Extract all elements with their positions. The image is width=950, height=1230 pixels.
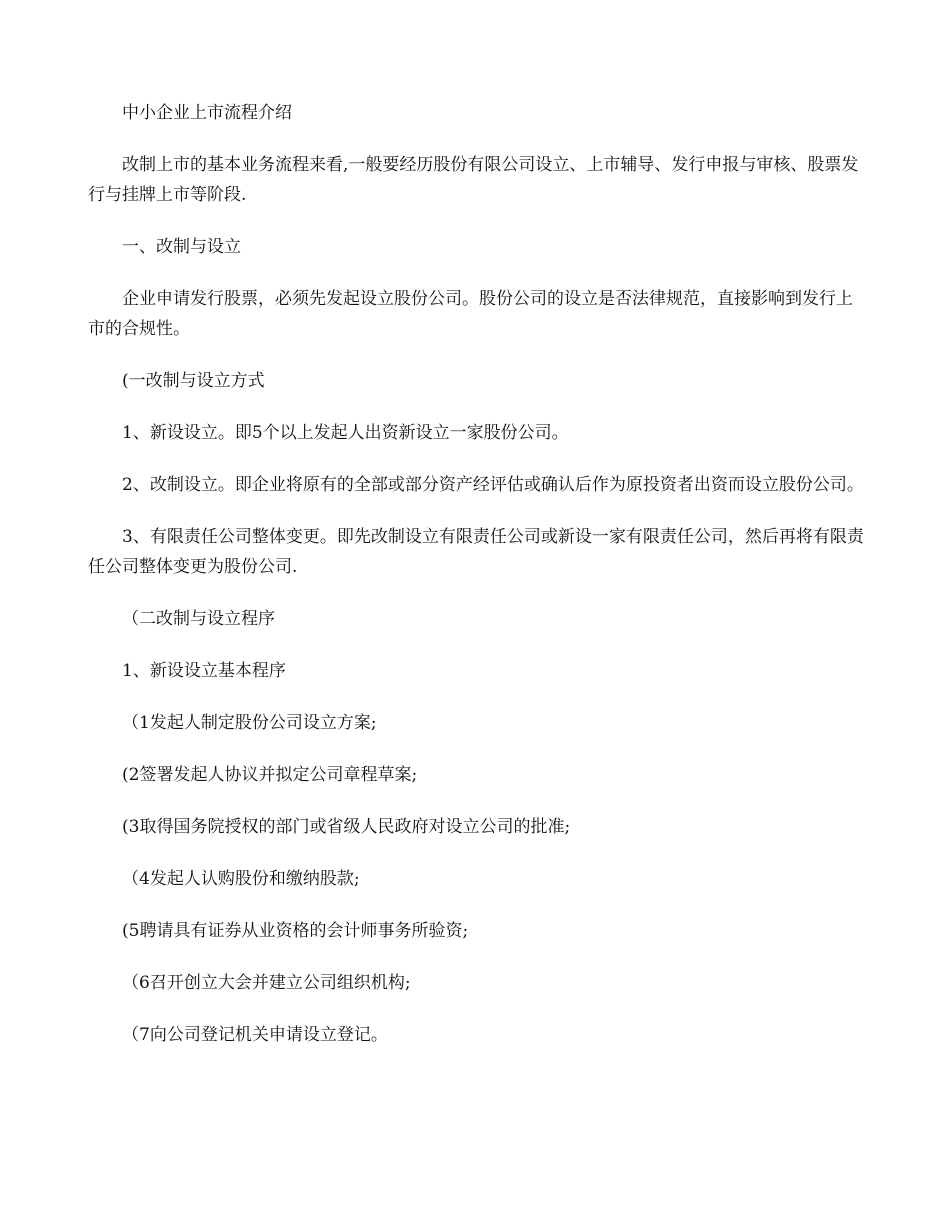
procedure-step-2: (2签署发起人协议并拟定公司章程草案; xyxy=(122,765,418,785)
document-title: 中小企业上市流程介绍 xyxy=(122,103,292,123)
procedure-step-7: （7向公司登记机关申请设立登记。 xyxy=(122,1025,388,1045)
procedure-step-1: （1发起人制定股份公司设立方案; xyxy=(122,713,377,733)
document-body xyxy=(88,98,864,1072)
procedure-step-6: （6召开创立大会并建立公司组织机构; xyxy=(122,973,411,993)
list-item-method-1: 1、新设设立。即5个以上发起人出资新设立一家股份公司。 xyxy=(122,423,569,443)
paragraph-establishment: 企业申请发行股票，必须先发起设立股份公司。股份公司的设立是否法律规范，直接影响到发行上市的合规性。 xyxy=(88,289,853,339)
section-heading-1: 一、改制与设立 xyxy=(122,237,241,257)
subsection-heading-methods: (一改制与设立方式 xyxy=(122,371,265,391)
procedure-step-5: (5聘请具有证券从业资格的会计师事务所验资; xyxy=(122,921,469,941)
list-item-method-3: 3、有限责任公司整体变更。即先改制设立有限责任公司或新设一家有限责任公司，然后再将有限责任公司整体变更为股份公司. xyxy=(88,527,864,577)
procedure-step-3: (3取得国务院授权的部门或省级人民政府对设立公司的批准; xyxy=(122,817,571,837)
paragraph-overview: 改制上市的基本业务流程来看,一般要经历股份有限公司设立、上市辅导、发行申报与审核、股票发行与挂牌上市等阶段. xyxy=(88,155,859,205)
procedure-heading-new: 1、新设设立基本程序 xyxy=(122,661,286,681)
subsection-heading-procedures: （二改制与设立程序 xyxy=(122,609,275,629)
list-item-method-2: 2、改制设立。即企业将原有的全部或部分资产经评估或确认后作为原投资者出资而设立股份公司。 xyxy=(122,475,864,495)
procedure-step-4: （4发起人认购股份和缴纳股款; xyxy=(122,869,360,889)
